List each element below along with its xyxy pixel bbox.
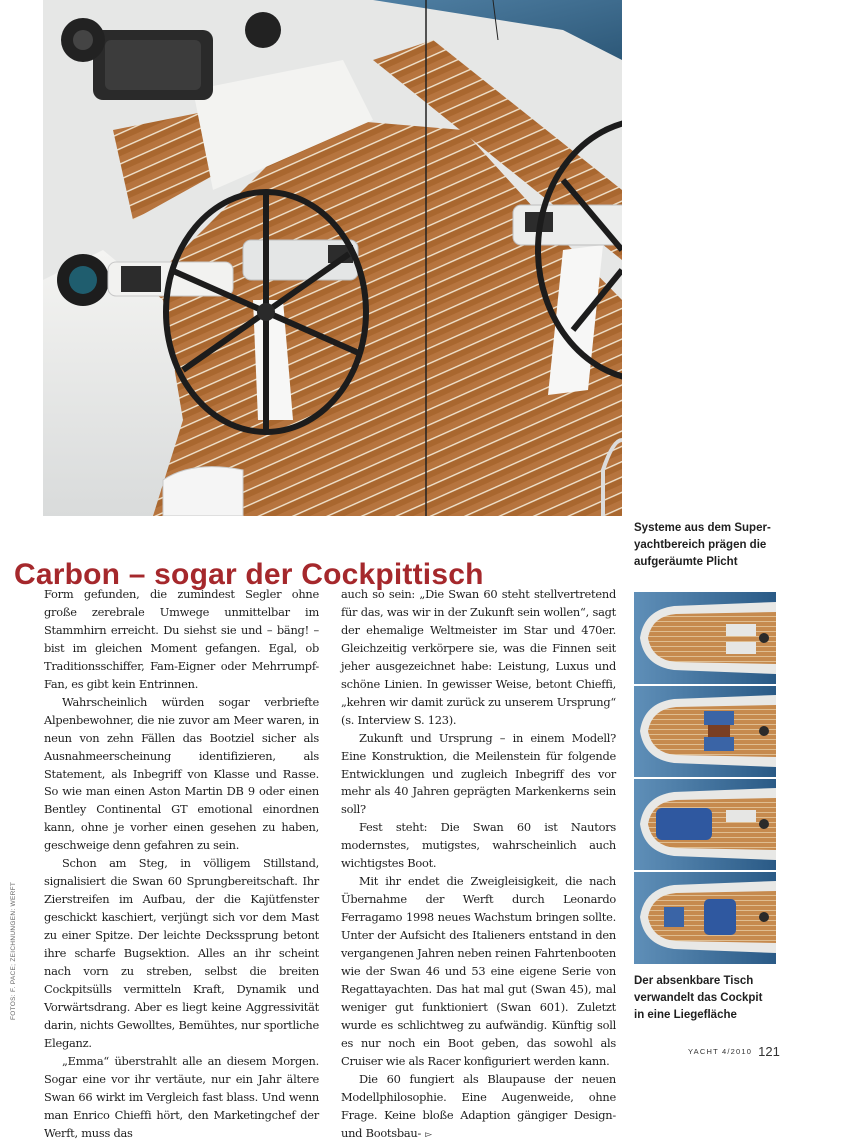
photo-credit: FOTOS: F. PACE; ZEICHNUNGEN: WERFT [10, 881, 17, 1020]
article-column-1 [44, 586, 319, 1143]
column2-paragraph: Zukunft und Ursprung – in einem Modell? Eine Konstruktion, die Meilenstein für folgende Entwicklungen und zugleich Inbegriff des vor mehr als 40 Jahren geprägten Markenkerns sein soll? [341, 730, 616, 817]
column2-paragraph: Fest steht: Die Swan 60 ist Nautors modernstes, mutigstes, wahrscheinlich auch wichtigstes Boot. [341, 820, 616, 871]
article-headline: Carbon – sogar der Cockpittisch [14, 558, 484, 592]
diagram-caption: Der absenkbare Tisch verwandelt das Cockpit in eine Liegefläche [634, 975, 763, 1021]
magazine-issue: YACHT 4/2010 [688, 1047, 753, 1056]
column2-last-text: Die 60 fungiert als Blaupause der neuen Modellphilosophie. Eine Augenweide, ohne Frage. Keine bloße Adaption gängiger Design- und Bootsbau- [341, 1071, 616, 1140]
continue-arrow-icon: ▻ [425, 1129, 432, 1140]
article-column-2 [341, 586, 616, 1145]
deck-diagram [640, 881, 776, 953]
column2-paragraph [341, 1071, 616, 1145]
deck-diagram [640, 602, 776, 674]
cockpit-diagrams [634, 592, 776, 964]
cockpit-photo [43, 0, 622, 516]
page-number: 121 [758, 1044, 780, 1059]
photo-caption: Systeme aus dem Super- yachtbereich prägen die aufgeräumte Plicht [634, 522, 771, 568]
column2-paragraph: Mit ihr endet die Zweigleisigkeit, die nach Übernahme der Werft durch Leonardo Ferragamo 1998 neues Wachstum bringen sollte. Unter der Aufsicht des Italieners entstand in den vergangenen Jahren neben reinen Fahrtenbooten wie der Swan 46 und 53 eine eigene Serie von Regattayachten. Das hat mal gut (Swan 45), mal weniger gut funktioniert (Swan 601). Zuletzt wurde es schlichtweg zu aufwändig. Künftig soll es nur noch ein Boot geben, das sowohl als Cruiser wie als Racer konfiguriert werden kann. [341, 874, 616, 1068]
column1-paragraph: Schon am Steg, in völligem Stillstand, signalisiert die Swan 60 Sprungbereitschaft. Ihr Zierstreifen im Aufbau, der die Kajütfenster geschickt kaschiert, verjüngt sich vor dem Mast zu einer Spitze. Der leichte Deckssprung betont ihre scharfe Bugsektion. Alles an ihr scheint nach vorn zu streben, selbst die breiten Cockpitsülls vermitteln Kraft, Dynamik und Vorwärtsdrang. Aber es liegt keine Aggressivität darin, nichts Gewolltes, Bemühtes, nur sportliche Eleganz. [44, 856, 319, 1050]
page-footer [688, 1043, 780, 1061]
column1-paragraph: Form gefunden, die zumindest Segler ohne große zerebrale Umwege unmittelbar im Stammhirn erreicht. Du siehst sie und – bäng! – bist im gleichen Moment gefangen. Egal, ob Traditionsschiffer, Fam-Eigner oder Mehrrumpf-Fan, es gibt kein Entrinnen. [44, 587, 319, 691]
deck-diagram [640, 788, 776, 860]
column1-paragraph: Wahrscheinlich würden sogar verbriefte Alpenbewohner, die nie zuvor am Meer waren, in neun von zehn Fällen das Bootziel sicher als Ausnahmeerscheinung identifizieren, als Statement, als Inbegriff von Klasse und Rasse. So wie man einen Aston Martin DB 9 oder einen Bentley Continental GT emotional einordnen kann, ohne je vorher einen gesehen zu haben, geschweige denn gefahren zu sein. [44, 694, 319, 853]
deck-diagram [640, 695, 776, 767]
column2-paragraph: auch so sein: „Die Swan 60 steht stellvertretend für das, was wir in der Zukunft sein wollen“, sagt der ehemalige Weltmeister im Star und 470er. Gleichzeitig verkörpere sie, was die Finnen seit jeher ausgezeichnet habe: Leistung, Luxus und schöne Linien. In gewisser Weise, betont Chieffi, „kehren wir damit zurück zu unserem Ursprung“ (s. Interview S. 123). [341, 587, 616, 727]
column1-paragraph: „Emma“ überstrahlt alle an diesem Morgen. Sogar eine vor ihr vertäute, nur ein Jahr ältere Swan 66 wirkt im Vergleich fast blass. Und wenn man Enrico Chieffi hört, den Marketingchef der Werft, muss das [44, 1053, 319, 1140]
